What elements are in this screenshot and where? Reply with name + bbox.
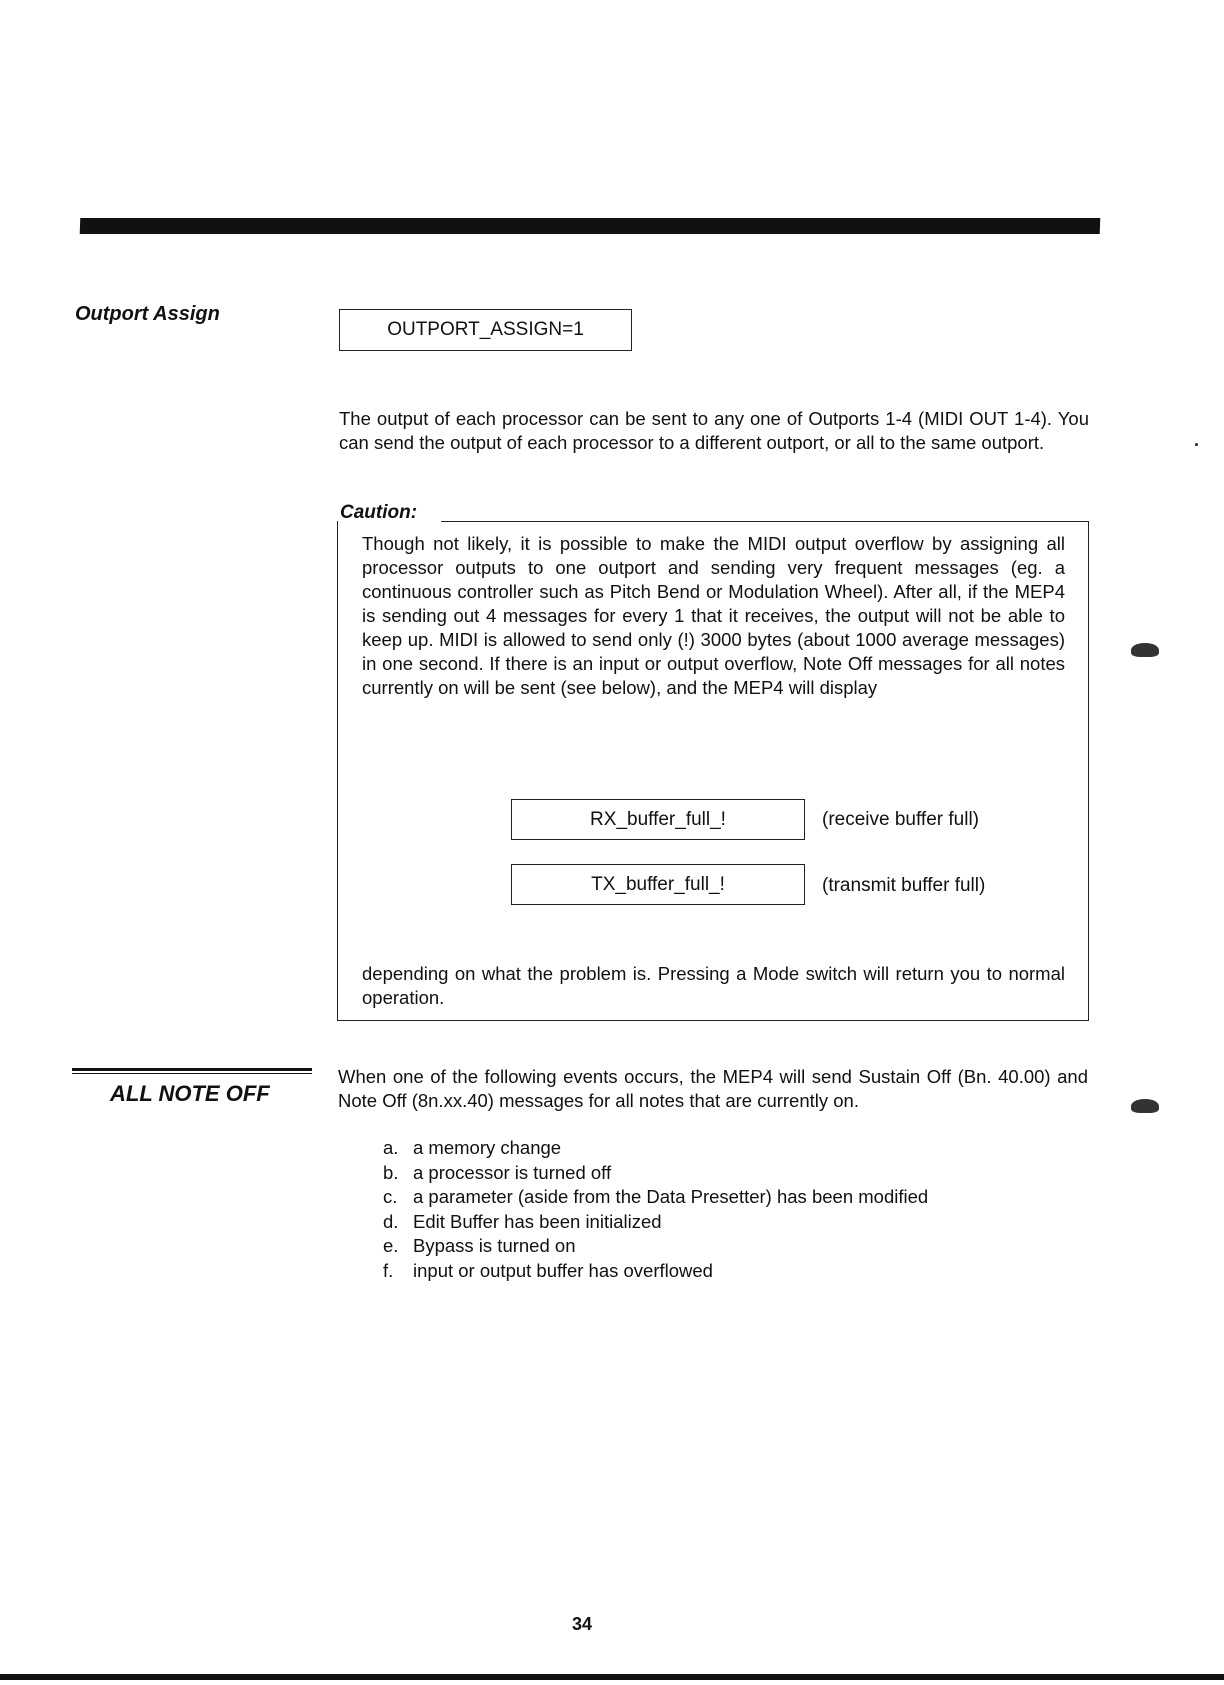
all-note-off-rule: [72, 1068, 312, 1074]
caution-closing: depending on what the problem is. Pressing a Mode switch will return you to normal operation.: [362, 963, 1065, 1008]
caution-label: Caution:: [340, 502, 418, 523]
all-note-off-intro: When one of the following events occurs, the MEP4 will send Sustain Off (Bn. 40.00) and Note Off (8n.xx.40) messages for all notes that are currently on.: [338, 1066, 1088, 1111]
tx-buffer-note: (transmit buffer full): [822, 875, 986, 896]
outport-assign-body: The output of each processor can be sent to any one of Outports 1-4 (MIDI OUT 1-4). You can send the output of each processor to a different outport, or all to the same outport.: [339, 408, 1089, 453]
list-item-text: Edit Buffer has been initialized: [413, 1210, 662, 1232]
list-item-letter: b.: [383, 1161, 399, 1183]
list-item-letter: d.: [383, 1210, 399, 1232]
list-item: [383, 1259, 1083, 1284]
list-item-letter: f.: [383, 1259, 394, 1281]
list-item-text: Bypass is turned on: [413, 1235, 576, 1256]
footer-rule: [0, 1674, 1224, 1680]
page-number: 34: [571, 1614, 593, 1634]
list-item-text: a processor is turned off: [413, 1161, 612, 1183]
list-item: [383, 1185, 1083, 1210]
rx-buffer-note: (receive buffer full): [822, 809, 979, 830]
list-item: [383, 1136, 1083, 1161]
scan-speck: [1131, 643, 1159, 657]
outport-assign-heading: Outport Assign: [75, 303, 220, 325]
event-list: [383, 1136, 1083, 1283]
list-item-letter: a.: [383, 1137, 399, 1158]
rx-buffer-display: RX_buffer_full_!: [511, 799, 805, 840]
list-item-letter: e.: [383, 1235, 399, 1256]
scan-speck: [1131, 1099, 1159, 1113]
all-note-off-heading: ALL NOTE OFF: [110, 1081, 270, 1106]
list-item-text: a memory change: [413, 1137, 562, 1158]
list-item-text: input or output buffer has overflowed: [413, 1259, 713, 1281]
list-item: [383, 1161, 1083, 1186]
list-item-letter: c.: [383, 1186, 398, 1207]
list-item: [383, 1234, 1083, 1259]
list-item: [383, 1210, 1083, 1235]
scan-speck: [1195, 443, 1198, 446]
outport-assign-display: OUTPORT_ASSIGN=1: [339, 309, 632, 351]
list-item-text: a parameter (aside from the Data Presetter) has been modified: [413, 1186, 929, 1207]
caution-text: Though not likely, it is possible to make the MIDI output overflow by assigning all processor outputs to one outport and sending very frequent messages (eg. a continuous controller such as Pitch Bend or Modulation Wheel). After all, if the MEP4 is sending out 4 messages for every 1 that it receives, the output will not be able to keep up. MIDI is allowed to send only (!) 3000 bytes (about 1000 average messages) in one second. If there is an input or output overflow, Note Off messages for all notes currently on will be sent (see below), and the MEP4 will display: [362, 533, 1065, 698]
tx-buffer-display: TX_buffer_full_!: [511, 864, 805, 905]
header-rule: [80, 218, 1101, 234]
